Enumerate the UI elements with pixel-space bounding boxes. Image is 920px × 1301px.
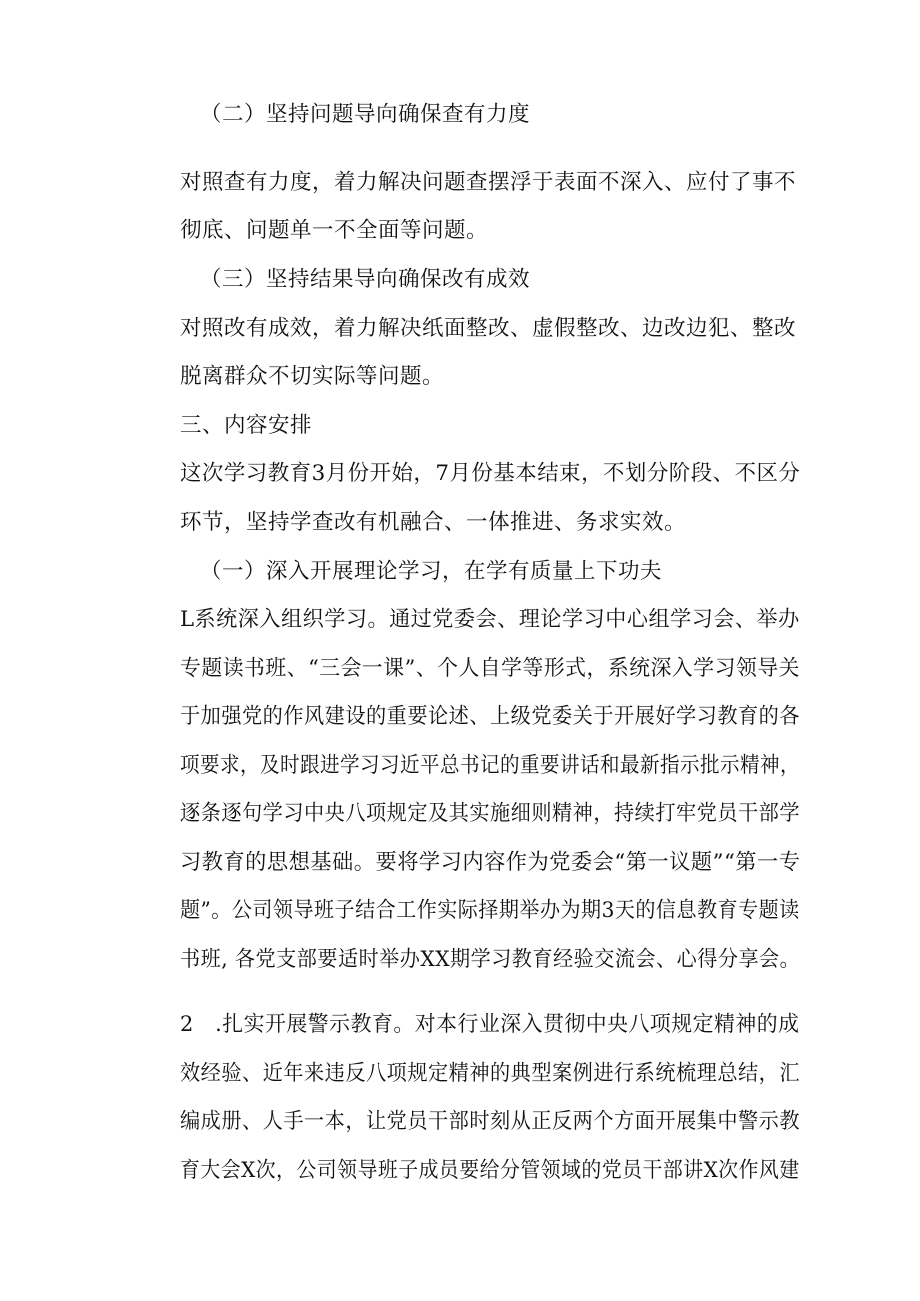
subheading-2: （二）坚持问题导向确保查有力度 (200, 102, 531, 127)
paragraph-line: 育大会X次，公司领导班子成员要给分管领域的党员干部讲X次作风建 (180, 1158, 800, 1183)
paragraph-line: 彻底、问题单一不全面等问题。 (180, 218, 489, 243)
paragraph-line: 于加强党的作风建设的重要论述、上级党委关于开展好学习教育的各 (180, 704, 801, 729)
subheading-1: （一）深入开展理论学习，在学有质量上下功夫 (200, 559, 663, 584)
paragraph-line: 环节，坚持学查改有机融合、一体推进、务求实效。 (180, 510, 687, 535)
subheading-3: （三）坚持结果导向确保改有成效 (200, 267, 531, 292)
paragraph-line: 题”。公司领导班子结合工作实际择期举办为期3天的信息教育专题读 (180, 898, 800, 923)
paragraph-line: 编成册、人手一本，让党员干部时刻从正反两个方面开展集中警示教 (180, 1109, 801, 1134)
section-heading: 三、内容安排 (180, 413, 313, 438)
paragraph-line: 脱离群众不切实际等问题。 (180, 364, 445, 389)
paragraph-line: 2 .扎实开展警示教育。对本行业深入贯彻中央八项规定精神的成 (180, 1012, 800, 1037)
paragraph-line: 逐条逐句学习中央八项规定及其实施细则精神，持续打牢党员干部学 (180, 801, 801, 826)
paragraph-line: 这次学习教育3月份开始，7月份基本结束，不划分阶段、不区分 (180, 461, 801, 486)
paragraph-line: 书班, 各党支部要适时举办XX期学习教育经验交流会、心得分享会。 (180, 947, 801, 972)
paragraph-line: 效经验、近年来违反八项规定精神的典型案例进行系统梳理总结，汇 (180, 1061, 801, 1086)
paragraph-line: 项要求，及时跟进学习习近平总书记的重要讲话和最新指示批示精神， (180, 753, 801, 778)
paragraph-line: 习教育的思想基础。要将学习内容作为党委会“第一议题”“第一专 (180, 850, 801, 875)
paragraph-line: L系统深入组织学习。通过党委会、理论学习中心组学习会、举办 (180, 607, 800, 632)
paragraph-line: 对照改有成效，着力解决纸面整改、虚假整改、边改边犯、整改 (180, 316, 797, 341)
paragraph-line: 专题读书班、“三会一课”、个人自学等形式，系统深入学习领导关 (180, 656, 800, 681)
paragraph-line: 对照查有力度，着力解决问题查摆浮于表面不深入、应付了事不 (180, 170, 797, 195)
